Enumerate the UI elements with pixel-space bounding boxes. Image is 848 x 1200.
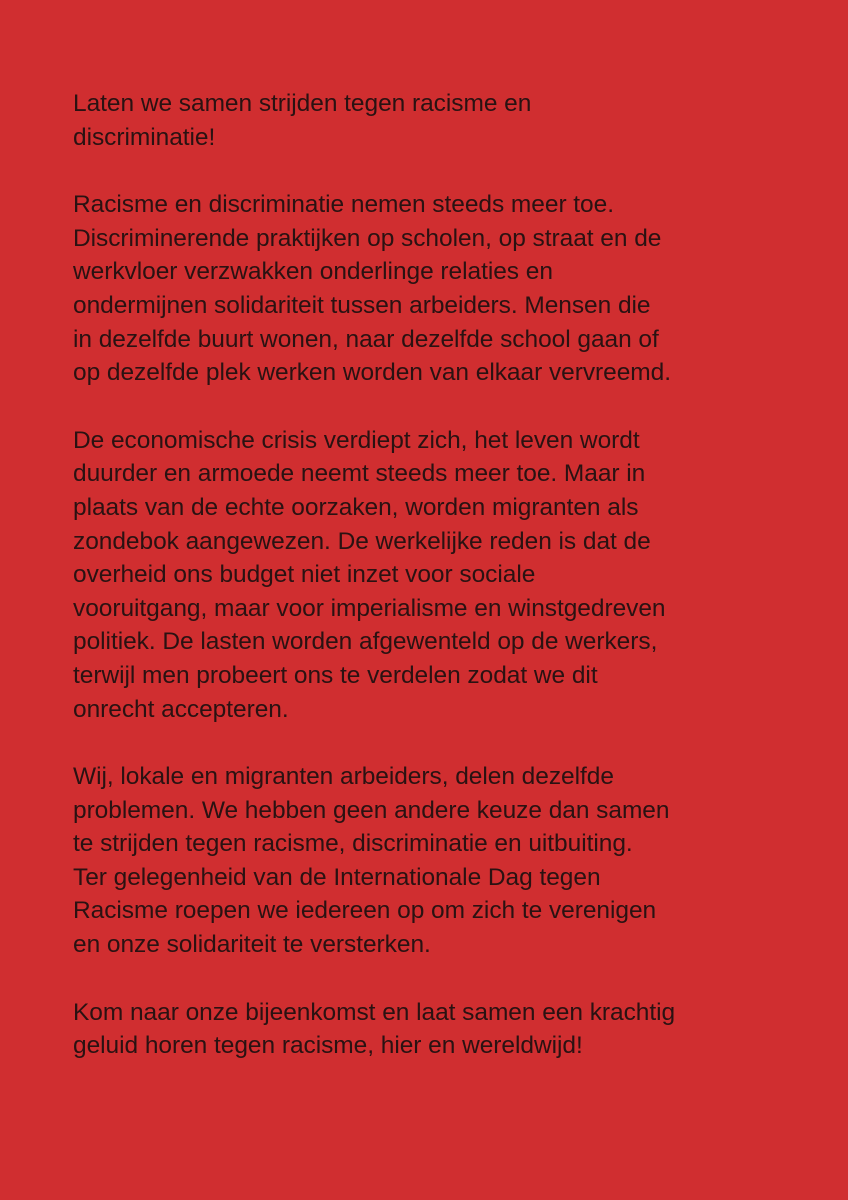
flyer-body bbox=[73, 87, 785, 1097]
text-line: problemen. We hebben geen andere keuze dan samen bbox=[73, 796, 670, 824]
text-line: Wij, lokale en migranten arbeiders, delen dezelfde bbox=[73, 763, 614, 791]
text-line: en onze solidariteit te versterken. bbox=[73, 931, 431, 959]
text-line: De economische crisis verdiept zich, het leven wordt bbox=[73, 426, 640, 454]
text-line: zondebok aangewezen. De werkelijke reden is dat de bbox=[73, 527, 651, 555]
body-paragraph-1 bbox=[73, 188, 785, 390]
text-line: duurder en armoede neemt steeds meer toe. Maar in bbox=[73, 460, 646, 488]
text-line: Ter gelegenheid van de Internationale Dag tegen bbox=[73, 863, 601, 891]
text-line: plaats van de echte oorzaken, worden migranten als bbox=[73, 493, 639, 521]
text-line: in dezelfde buurt wonen, naar dezelfde school gaan of bbox=[73, 325, 659, 353]
text-line: politiek. De lasten worden afgewenteld op de werkers, bbox=[73, 628, 658, 656]
text-line: overheid ons budget niet inzet voor sociale bbox=[73, 561, 536, 589]
body-paragraph-3 bbox=[73, 760, 785, 962]
text-line: discriminatie! bbox=[73, 123, 216, 151]
text-line: te strijden tegen racisme, discriminatie en uitbuiting. bbox=[73, 830, 633, 858]
headline-paragraph bbox=[73, 87, 785, 154]
body-paragraph-2 bbox=[73, 424, 785, 726]
text-line: Racisme en discriminatie nemen steeds meer toe. bbox=[73, 191, 614, 219]
text-line: terwijl men probeert ons te verdelen zodat we dit bbox=[73, 661, 598, 689]
text-line: vooruitgang, maar voor imperialisme en winstgedreven bbox=[73, 594, 666, 622]
text-line: Laten we samen strijden tegen racisme en bbox=[73, 90, 532, 117]
text-line: Racisme roepen we iedereen op om zich te verenigen bbox=[73, 897, 657, 925]
text-line: werkvloer verzwakken onderlinge relaties en bbox=[73, 258, 553, 286]
text-line: geluid horen tegen racisme, hier en wereldwijd! bbox=[73, 1032, 583, 1060]
text-line: onrecht accepteren. bbox=[73, 695, 289, 723]
text-line: Discriminerende praktijken op scholen, op straat en de bbox=[73, 224, 662, 252]
text-line: op dezelfde plek werken worden van elkaar vervreemd. bbox=[73, 359, 671, 387]
text-line: ondermijnen solidariteit tussen arbeiders. Mensen die bbox=[73, 291, 651, 319]
text-line: Kom naar onze bijeenkomst en laat samen een krachtig bbox=[73, 998, 676, 1026]
closing-paragraph bbox=[73, 996, 785, 1063]
